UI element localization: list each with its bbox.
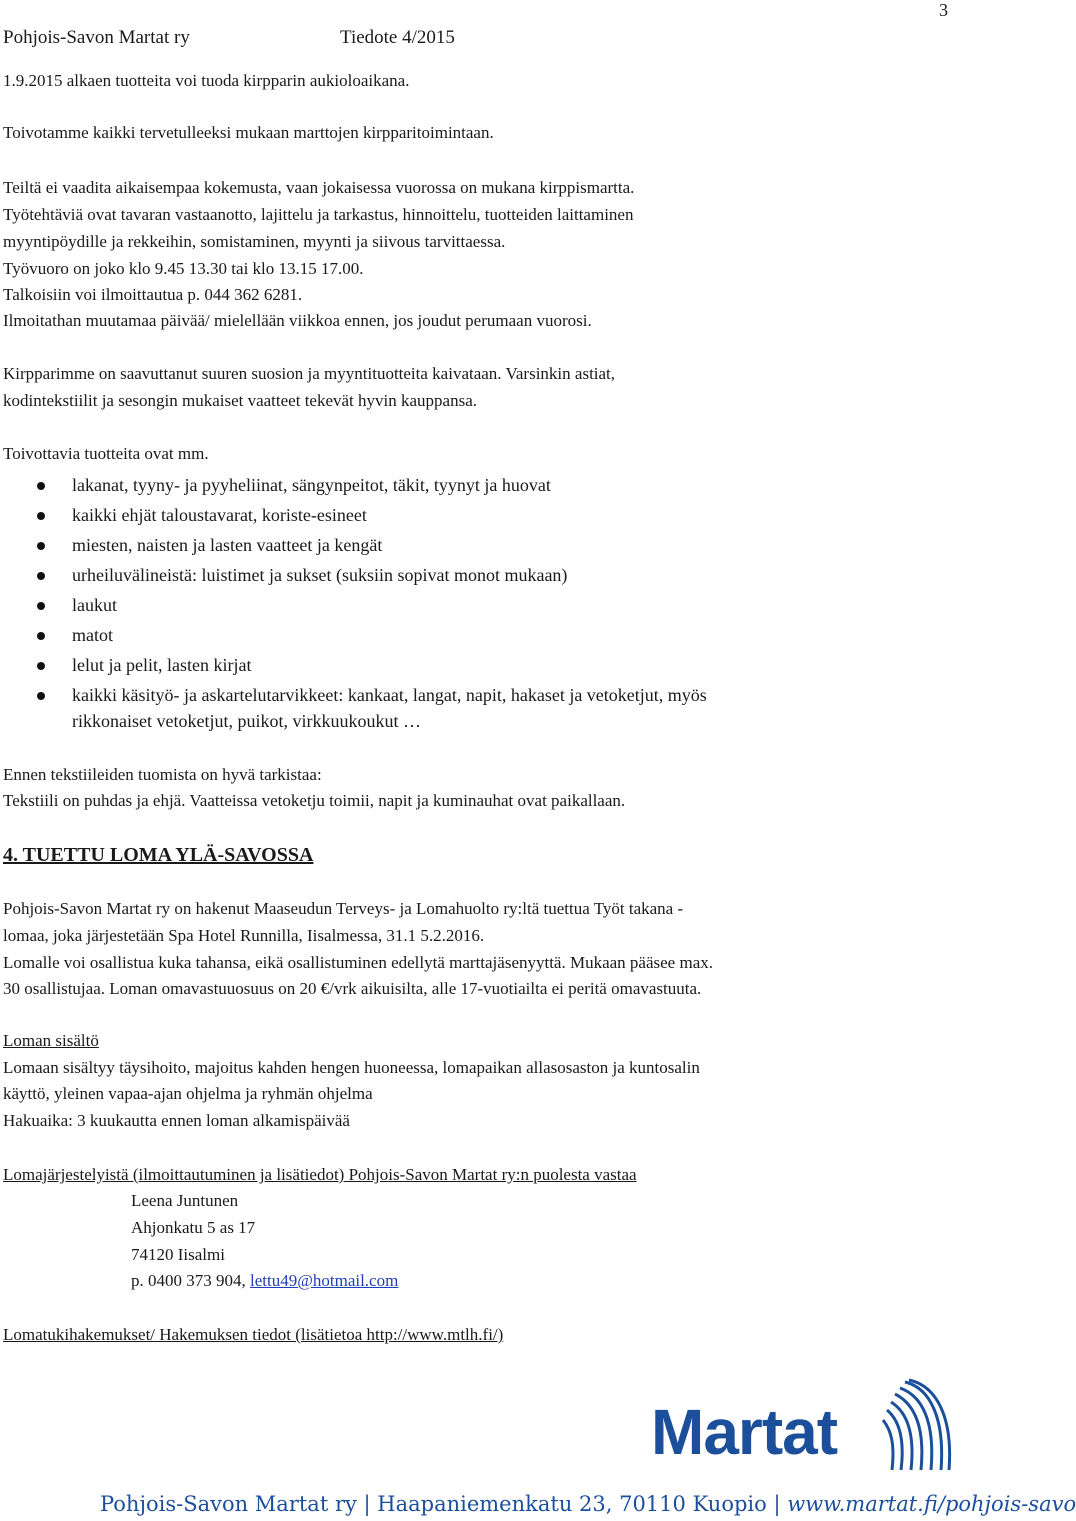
- footer-address: Haapaniemenkatu 23, 70110 Kuopio: [377, 1492, 767, 1516]
- list-item: lelut ja pelit, lasten kirjat: [72, 655, 252, 675]
- contact-heading: Lomajärjestelyistä (ilmoittautuminen ja lisätiedot) Pohjois-Savon Martat ry:n puolesta vastaa: [3, 1165, 637, 1184]
- footer: [100, 1492, 1076, 1516]
- list-item: miesten, naisten ja lasten vaatteet ja kengät: [72, 535, 383, 555]
- contact-name: Leena Juntunen: [131, 1191, 239, 1210]
- application-link[interactable]: Lomatukihakemukset/ Hakemuksen tiedot (lisätietoa http://www.mtlh.fi/): [3, 1325, 504, 1344]
- bullet-icon: [37, 602, 45, 610]
- contact-phone-line: [131, 1270, 398, 1292]
- footer-separator: |: [356, 1492, 378, 1516]
- textile-note-line-2: Tekstiili on puhdas ja ehjä. Vaatteissa vetoketju toimii, napit ja kuminauhat ovat paikallaan.: [3, 791, 626, 810]
- content-line-3: Hakuaika: 3 kuukautta ennen loman alkamispäivää: [3, 1111, 350, 1130]
- textile-note-line-1: Ennen tekstiileiden tuomista on hyvä tarkistaa:: [3, 765, 322, 784]
- intro-line-3: Teiltä ei vaadita aikaisempaa kokemusta, vaan jokaisessa vuorossa on mukana kirppismartta.: [3, 178, 635, 197]
- contact-phone: p. 0400 373 904,: [131, 1271, 250, 1290]
- section-4-p1-line-1: Pohjois-Savon Martat ry on hakenut Maaseudun Terveys- ja Lomahuolto ry:ltä tuettua Työt takana -: [3, 899, 684, 918]
- intro-line-4: Työtehtäviä ovat tavaran vastaanotto, lajittelu ja tarkastus, hinnoittelu, tuotteiden laittaminen: [3, 205, 634, 224]
- section-4-p1-line-4: 30 osallistujaa. Loman omavastuuosuus on 20 €/vrk aikuisilta, alle 17-vuotiailta ei peritä omavastuuta.: [3, 979, 702, 998]
- contact-city: 74120 Iisalmi: [131, 1245, 225, 1264]
- section-4-p1-line-2: lomaa, joka järjestetään Spa Hotel Runnilla, Iisalmessa, 31.1 5.2.2016.: [3, 926, 485, 945]
- bullet-icon: [37, 512, 45, 520]
- section-4-heading: 4. TUETTU LOMA YLÄ-SAVOSSA: [3, 844, 314, 866]
- page-number: 3: [939, 0, 948, 20]
- intro-line-6: Työvuoro on joko klo 9.45 13.30 tai klo 13.15 17.00.: [3, 259, 364, 278]
- content-line-2: käyttö, yleinen vapaa-ajan ohjelma ja ryhmän ohjelma: [3, 1084, 373, 1103]
- list-item-continuation: rikkonaiset vetoketjut, puikot, virkkuukoukut …: [72, 711, 421, 731]
- list-item: laukut: [72, 595, 117, 615]
- footer-website-link[interactable]: www.martat.fi/pohjois-savo: [787, 1492, 1076, 1516]
- bullet-icon: [37, 542, 45, 550]
- header-bulletin: Tiedote 4/2015: [340, 27, 455, 48]
- intro-line-5: myyntipöydille ja rekkeihin, somistaminen, myynti ja siivous tarvittaessa.: [3, 232, 506, 251]
- list-item: urheiluvälineistä: luistimet ja sukset (suksiin sopivat monot mukaan): [72, 565, 568, 585]
- bullet-icon: [37, 692, 45, 700]
- wanted-heading: Toivottavia tuotteita ovat mm.: [3, 444, 209, 463]
- bullet-icon: [37, 482, 45, 490]
- list-item: kaikki käsityö- ja askartelutarvikkeet: kankaat, langat, napit, hakaset ja vetoketjut, myös: [72, 685, 707, 705]
- header-org: Pohjois-Savon Martat ry: [3, 27, 190, 48]
- list-item: kaikki ehjät taloustavarat, koriste-esineet: [72, 505, 367, 525]
- contact-email-link[interactable]: lettu49@hotmail.com: [250, 1271, 399, 1290]
- logo-wordmark: Martat: [651, 1396, 838, 1468]
- intro-line-2: Toivotamme kaikki tervetulleeksi mukaan marttojen kirpparitoimintaan.: [3, 123, 494, 142]
- whisk-icon: [845, 1378, 955, 1478]
- martat-logo: [645, 1378, 955, 1478]
- bullet-icon: [37, 632, 45, 640]
- bullet-icon: [37, 572, 45, 580]
- list-item: lakanat, tyyny- ja pyyheliinat, sängynpeitot, täkit, tyynyt ja huovat: [72, 475, 551, 495]
- intro-line-9: Kirpparimme on saavuttanut suuren suosion ja myyntituotteita kaivataan. Varsinkin astiat,: [3, 364, 616, 383]
- intro-line-1: 1.9.2015 alkaen tuotteita voi tuoda kirpparin aukioloaikana.: [3, 71, 410, 90]
- section-4-p1-line-3: Lomalle voi osallistua kuka tahansa, eikä osallistuminen edellytä marttajäsenyyttä. Mukaan pääsee max.: [3, 953, 713, 972]
- intro-line-7: Talkoisiin voi ilmoittautua p. 044 362 6281.: [3, 285, 303, 304]
- footer-org: Pohjois-Savon Martat ry: [100, 1492, 357, 1516]
- contact-street: Ahjonkatu 5 as 17: [131, 1218, 256, 1237]
- content-line-1: Lomaan sisältyy täysihoito, majoitus kahden hengen huoneessa, lomapaikan allasosaston ja kuntosalin: [3, 1058, 700, 1077]
- loman-sisalto-heading: Loman sisältö: [3, 1031, 99, 1050]
- intro-line-8: Ilmoitathan muutamaa päivää/ mielellään viikkoa ennen, jos joudut perumaan vuorosi.: [3, 311, 592, 330]
- intro-line-10: kodintekstiilit ja sesongin mukaiset vaatteet tekevät hyvin kauppansa.: [3, 391, 477, 410]
- list-item: matot: [72, 625, 113, 645]
- bullet-icon: [37, 662, 45, 670]
- footer-separator: |: [766, 1492, 788, 1516]
